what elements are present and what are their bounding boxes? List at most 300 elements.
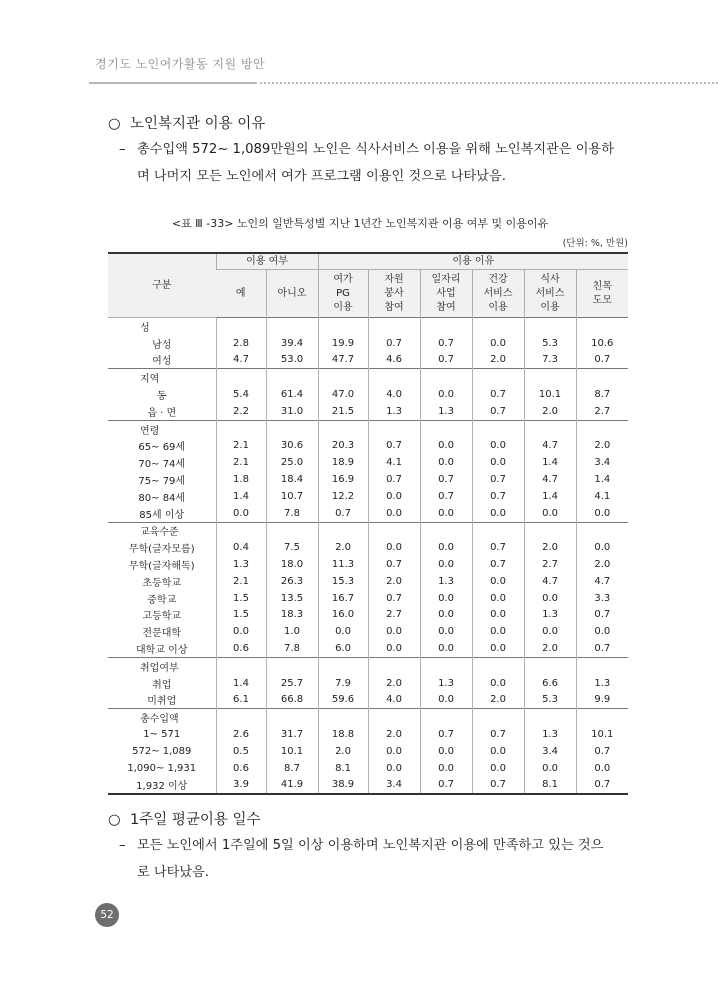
empty-cell (368, 420, 420, 437)
table-cell: 4.1 (368, 454, 420, 471)
table-cell: 6.0 (318, 640, 368, 657)
table-unit: (단위: %, 만원) (562, 238, 628, 249)
row-label: 85세 이상 (139, 509, 185, 521)
table-cell: 15.3 (318, 573, 368, 590)
table-cell: 0.0 (368, 743, 420, 760)
empty-cell (420, 369, 472, 386)
empty-cell (472, 657, 524, 674)
empty-cell (576, 522, 628, 539)
table-cell: 0.0 (472, 743, 524, 760)
row-label: 70~ 74세 (138, 459, 186, 471)
table-row (108, 607, 628, 624)
table-row (108, 556, 628, 573)
table-cell: 1.8 (216, 471, 266, 488)
table-cell: 10.7 (266, 488, 318, 505)
group-label: 연령 (108, 420, 216, 437)
table-cell: 1.4 (524, 488, 576, 505)
table-cell: 0.0 (420, 386, 472, 403)
table-cell: 0.7 (472, 386, 524, 403)
table-cell: 1.3 (576, 675, 628, 692)
row-label: 572~ 1,089 (132, 745, 192, 757)
table-cell: 4.7 (524, 573, 576, 590)
table-cell: 2.1 (216, 454, 266, 471)
table-cell: 0.0 (472, 760, 524, 777)
table-cell: 1.4 (216, 675, 266, 692)
table-cell: 0.7 (368, 471, 420, 488)
table-cell: 2.0 (368, 675, 420, 692)
empty-cell (368, 369, 420, 386)
table-row (108, 471, 628, 488)
empty-cell (524, 318, 576, 335)
column-header: 건강 서비스 이용 (472, 270, 524, 318)
table-cell: 1.3 (420, 675, 472, 692)
table-cell: 66.8 (266, 692, 318, 709)
table-cell: 4.6 (368, 352, 420, 369)
table-row (108, 386, 628, 403)
table-cell: 7.5 (266, 539, 318, 556)
table-cell: 0.0 (368, 623, 420, 640)
table-row (108, 726, 628, 743)
table-cell: 7.8 (266, 505, 318, 522)
empty-cell (524, 657, 576, 674)
table-cell: 0.0 (524, 590, 576, 607)
table-cell: 0.0 (524, 623, 576, 640)
empty-cell (318, 522, 368, 539)
table-cell: 0.0 (472, 590, 524, 607)
empty-cell (216, 420, 266, 437)
table-cell: 0.7 (420, 726, 472, 743)
table-cell: 41.9 (266, 777, 318, 795)
row-label: 동 (156, 391, 167, 403)
table-cell: 7.3 (524, 352, 576, 369)
header-rule-solid (89, 82, 255, 84)
table-cell: 0.0 (420, 607, 472, 624)
table-cell: 0.7 (576, 607, 628, 624)
table-cell: 0.0 (524, 760, 576, 777)
table-cell: 2.7 (368, 607, 420, 624)
table-cell: 8.1 (524, 777, 576, 795)
empty-cell (266, 709, 318, 726)
table-cell: 8.7 (266, 760, 318, 777)
table-cell: 2.0 (368, 726, 420, 743)
table-cell: 1.3 (524, 607, 576, 624)
empty-cell (472, 369, 524, 386)
section-title-text: 노인복지관 이용 이유 (130, 116, 266, 132)
section-paragraph-days (119, 832, 629, 886)
table-cell: 31.0 (266, 403, 318, 420)
section-paragraph-reasons (119, 136, 629, 190)
empty-cell (524, 522, 576, 539)
group-label: 취업여부 (108, 657, 216, 674)
table-cell: 0.0 (420, 438, 472, 455)
empty-cell (318, 420, 368, 437)
table-cell: 0.6 (216, 760, 266, 777)
table-cell: 6.1 (216, 692, 266, 709)
table-cell: 0.7 (576, 640, 628, 657)
dash-bullet-icon: – (119, 838, 126, 853)
table-cell: 0.4 (216, 539, 266, 556)
table-cell: 2.0 (368, 573, 420, 590)
empty-cell (420, 318, 472, 335)
table-cell: 2.0 (524, 403, 576, 420)
paragraph-line-1: 총수입액 572~ 1,089만원의 노인은 식사서비스 이용을 위해 노인복지관은 이용하 (137, 142, 614, 157)
table-cell: 0.0 (420, 640, 472, 657)
table-cell: 5.3 (524, 335, 576, 352)
table-cell: 0.0 (420, 454, 472, 471)
table-cell: 10.1 (266, 743, 318, 760)
row-label: 1,090~ 1,931 (127, 762, 197, 774)
table-row (108, 488, 628, 505)
table-cell: 2.1 (216, 438, 266, 455)
table-cell: 0.7 (576, 777, 628, 795)
table-cell: 7.8 (266, 640, 318, 657)
table-cell: 7.9 (318, 675, 368, 692)
table-cell: 0.7 (318, 505, 368, 522)
table-cell: 1.4 (524, 454, 576, 471)
row-label: 고등학교 (142, 611, 182, 623)
table-row (108, 454, 628, 471)
table-cell: 0.0 (576, 760, 628, 777)
table-cell: 0.0 (420, 556, 472, 573)
empty-cell (472, 522, 524, 539)
empty-cell (266, 318, 318, 335)
row-label: 무학(글자모름) (128, 544, 195, 556)
table-cell: 0.0 (420, 623, 472, 640)
table-cell: 0.0 (576, 623, 628, 640)
header-rule-dotted (255, 82, 718, 84)
table-cell: 2.0 (472, 692, 524, 709)
empty-cell (368, 709, 420, 726)
table-cell: 4.7 (524, 471, 576, 488)
row-label: 취업 (152, 679, 172, 691)
table-cell: 0.6 (216, 640, 266, 657)
table-group-row (108, 318, 628, 335)
paragraph-line-2: 로 나타났음. (137, 865, 210, 880)
table-cell: 0.0 (524, 505, 576, 522)
table-cell: 16.7 (318, 590, 368, 607)
table-row (108, 760, 628, 777)
row-label: 초등학교 (142, 577, 182, 589)
column-header: 아니오 (266, 270, 318, 318)
table-cell: 21.5 (318, 403, 368, 420)
table-cell: 1.4 (216, 488, 266, 505)
table-cell: 10.6 (576, 335, 628, 352)
table-cell: 0.0 (420, 760, 472, 777)
empty-cell (472, 420, 524, 437)
table-cell: 25.7 (266, 675, 318, 692)
table-group-row (108, 420, 628, 437)
column-header: 예 (216, 270, 266, 318)
table-cell: 19.9 (318, 335, 368, 352)
table-cell: 30.6 (266, 438, 318, 455)
table-cell: 1.0 (266, 623, 318, 640)
table-cell: 3.4 (524, 743, 576, 760)
table-cell: 2.6 (216, 726, 266, 743)
empty-cell (266, 369, 318, 386)
table-cell: 0.0 (472, 623, 524, 640)
column-header: 여가 PG 이용 (318, 270, 368, 318)
table-cell: 0.7 (420, 352, 472, 369)
data-table (108, 252, 628, 795)
table-cell: 0.7 (472, 488, 524, 505)
row-label: 중학교 (147, 594, 177, 606)
table-row (108, 335, 628, 352)
table-cell: 0.0 (420, 692, 472, 709)
table-cell: 0.5 (216, 743, 266, 760)
table-group-row (108, 522, 628, 539)
column-header: 일자리 사업 참여 (420, 270, 472, 318)
table-cell: 3.9 (216, 777, 266, 795)
table-cell: 0.0 (472, 573, 524, 590)
row-label: 대학교 이상 (136, 645, 188, 657)
empty-cell (216, 369, 266, 386)
table-cell: 0.7 (472, 777, 524, 795)
table-row (108, 640, 628, 657)
empty-cell (266, 657, 318, 674)
table-cell: 0.0 (318, 623, 368, 640)
table-cell: 1.3 (368, 403, 420, 420)
table-group-row (108, 657, 628, 674)
table-cell: 4.7 (524, 438, 576, 455)
table-cell: 26.3 (266, 573, 318, 590)
table-cell: 4.0 (368, 692, 420, 709)
table-cell: 0.0 (368, 505, 420, 522)
table-cell: 0.0 (368, 539, 420, 556)
table-cell: 2.0 (576, 438, 628, 455)
table-cell: 3.4 (576, 454, 628, 471)
table-cell: 0.0 (576, 505, 628, 522)
table-cell: 0.7 (420, 335, 472, 352)
empty-cell (420, 657, 472, 674)
table-cell: 2.0 (524, 640, 576, 657)
table-cell: 1.5 (216, 607, 266, 624)
table-group-row (108, 709, 628, 726)
table-row (108, 505, 628, 522)
table-row (108, 403, 628, 420)
empty-cell (368, 522, 420, 539)
table-cell: 0.7 (368, 438, 420, 455)
table-cell: 0.0 (472, 505, 524, 522)
table-row (108, 623, 628, 640)
table-cell: 13.5 (266, 590, 318, 607)
table-cell: 0.0 (420, 505, 472, 522)
table-cell: 0.0 (472, 438, 524, 455)
empty-cell (318, 369, 368, 386)
table-cell: 39.4 (266, 335, 318, 352)
table-cell: 12.2 (318, 488, 368, 505)
empty-cell (420, 522, 472, 539)
column-header: 친목 도모 (576, 270, 628, 318)
table-cell: 1.3 (524, 726, 576, 743)
empty-cell (576, 369, 628, 386)
table-cell: 0.0 (368, 640, 420, 657)
table-cell: 38.9 (318, 777, 368, 795)
table-cell: 2.1 (216, 573, 266, 590)
section-title-days (108, 808, 261, 829)
table-cell: 59.6 (318, 692, 368, 709)
empty-cell (368, 318, 420, 335)
table-cell: 4.1 (576, 488, 628, 505)
empty-cell (420, 420, 472, 437)
table-cell: 0.0 (576, 539, 628, 556)
table-cell: 18.3 (266, 607, 318, 624)
table-cell: 31.7 (266, 726, 318, 743)
table-cell: 2.0 (318, 539, 368, 556)
table-row (108, 692, 628, 709)
table-cell: 61.4 (266, 386, 318, 403)
paragraph-line-1: 모든 노인에서 1주일에 5일 이상 이용하며 노인복지관 이용에 만족하고 있는 것으 (137, 838, 604, 853)
section-title-reasons (108, 112, 265, 133)
table-group-row (108, 369, 628, 386)
table-cell: 1.3 (216, 556, 266, 573)
empty-cell (216, 657, 266, 674)
table-cell: 3.3 (576, 590, 628, 607)
empty-cell (576, 709, 628, 726)
table-cell: 47.7 (318, 352, 368, 369)
circle-bullet-icon: ○ (108, 812, 121, 828)
table-cell: 0.7 (576, 743, 628, 760)
empty-cell (368, 657, 420, 674)
empty-cell (576, 318, 628, 335)
empty-cell (576, 657, 628, 674)
table-cell: 1.5 (216, 590, 266, 607)
row-label: 무학(글자해독) (128, 561, 195, 573)
table-cell: 0.7 (576, 352, 628, 369)
table-cell: 0.0 (472, 607, 524, 624)
table-cell: 5.4 (216, 386, 266, 403)
table-cell: 0.7 (472, 403, 524, 420)
table-cell: 2.0 (576, 556, 628, 573)
table-cell: 10.1 (576, 726, 628, 743)
row-label: 남성 (152, 339, 172, 351)
table-cell: 0.7 (368, 556, 420, 573)
paragraph-line-2: 며 나머지 모든 노인에서 여가 프로그램 이용인 것으로 나타났음. (137, 169, 506, 184)
column-header: 식사 서비스 이용 (524, 270, 576, 318)
row-label: 미취업 (147, 696, 177, 708)
group-label: 지역 (108, 369, 216, 386)
table-cell: 0.7 (472, 539, 524, 556)
header-reason-group: 이용 이유 (318, 253, 628, 270)
table-cell: 4.0 (368, 386, 420, 403)
table-cell: 4.7 (216, 352, 266, 369)
circle-bullet-icon: ○ (108, 116, 121, 132)
row-label: 65~ 69세 (138, 442, 186, 454)
table-cell: 3.4 (368, 777, 420, 795)
table-row (108, 743, 628, 760)
table-cell: 1.3 (420, 403, 472, 420)
table-cell: 0.7 (420, 777, 472, 795)
table-cell: 0.7 (472, 471, 524, 488)
empty-cell (318, 318, 368, 335)
empty-cell (216, 709, 266, 726)
table-cell: 4.7 (576, 573, 628, 590)
header-group-col: 구분 (108, 253, 216, 318)
table-cell: 0.7 (472, 556, 524, 573)
table-cell: 11.3 (318, 556, 368, 573)
table-cell: 0.7 (472, 726, 524, 743)
table-cell: 0.0 (472, 675, 524, 692)
table-row (108, 539, 628, 556)
table-cell: 18.9 (318, 454, 368, 471)
table-row (108, 777, 628, 795)
page-number: 52 (95, 903, 119, 927)
dash-bullet-icon: – (119, 142, 126, 157)
table-cell: 0.0 (216, 505, 266, 522)
running-header: 경기도 노인여가활동 지원 방안 (95, 57, 266, 71)
empty-cell (266, 420, 318, 437)
table-cell: 47.0 (318, 386, 368, 403)
table-cell: 0.7 (368, 335, 420, 352)
table-row (108, 352, 628, 369)
table-cell: 10.1 (524, 386, 576, 403)
table-cell: 16.0 (318, 607, 368, 624)
table-cell: 0.0 (472, 640, 524, 657)
row-label: 여성 (152, 356, 172, 368)
table-cell: 0.0 (368, 760, 420, 777)
table-cell: 18.4 (266, 471, 318, 488)
row-label: 전문대학 (142, 628, 182, 640)
row-label: 80~ 84세 (138, 492, 186, 504)
table-cell: 25.0 (266, 454, 318, 471)
table-cell: 8.7 (576, 386, 628, 403)
group-label: 교육수준 (108, 522, 216, 539)
empty-cell (524, 420, 576, 437)
table-cell: 1.4 (576, 471, 628, 488)
table-cell: 0.0 (368, 488, 420, 505)
table-cell: 0.0 (472, 454, 524, 471)
table-cell: 20.3 (318, 438, 368, 455)
group-label: 성 (108, 318, 216, 335)
table-cell: 53.0 (266, 352, 318, 369)
empty-cell (216, 318, 266, 335)
row-label: 읍 · 면 (147, 407, 177, 419)
empty-cell (266, 522, 318, 539)
table-cell: 9.9 (576, 692, 628, 709)
row-label: 75~ 79세 (138, 476, 186, 488)
empty-cell (420, 709, 472, 726)
table-cell: 2.2 (216, 403, 266, 420)
table-cell: 0.7 (420, 488, 472, 505)
table-cell: 18.8 (318, 726, 368, 743)
empty-cell (318, 657, 368, 674)
empty-cell (318, 709, 368, 726)
table-cell: 16.9 (318, 471, 368, 488)
table-cell: 0.0 (420, 539, 472, 556)
table-row (108, 590, 628, 607)
empty-cell (216, 522, 266, 539)
table-cell: 0.0 (216, 623, 266, 640)
table-row (108, 438, 628, 455)
column-header: 자원 봉사 참여 (368, 270, 420, 318)
group-label: 총수입액 (108, 709, 216, 726)
table-cell: 0.7 (420, 471, 472, 488)
table-cell: 2.0 (318, 743, 368, 760)
table-cell: 1.3 (420, 573, 472, 590)
table-cell: 0.0 (420, 743, 472, 760)
row-label: 1~ 571 (143, 729, 181, 741)
table-cell: 2.7 (576, 403, 628, 420)
table-cell: 0.7 (368, 590, 420, 607)
table-cell: 2.0 (472, 352, 524, 369)
table-cell: 6.6 (524, 675, 576, 692)
table-cell: 2.8 (216, 335, 266, 352)
empty-cell (576, 420, 628, 437)
table-cell: 2.7 (524, 556, 576, 573)
table-cell: 8.1 (318, 760, 368, 777)
empty-cell (524, 369, 576, 386)
table-cell: 18.0 (266, 556, 318, 573)
table-cell: 2.0 (524, 539, 576, 556)
